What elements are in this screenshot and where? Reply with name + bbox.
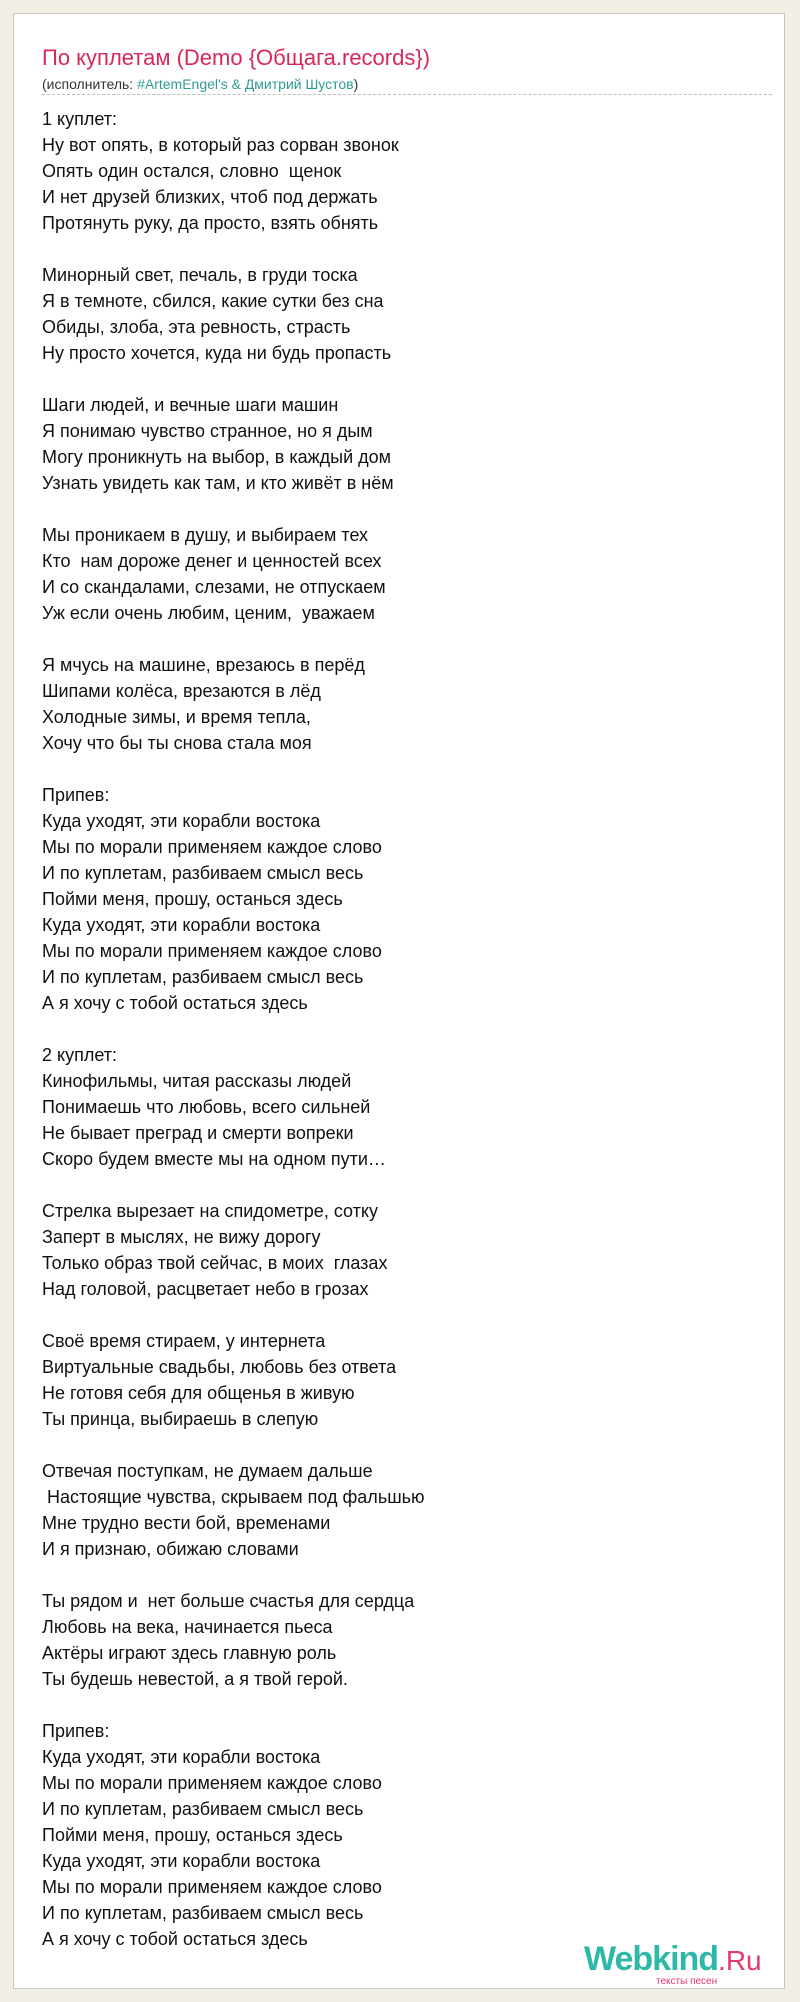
lyric-line: Опять один остался, словно щенок bbox=[42, 161, 342, 181]
lyric-line: Мы по морали применяем каждое слово bbox=[42, 837, 382, 857]
lyric-line: Настоящие чувства, скрываем под фальшью bbox=[42, 1487, 425, 1507]
lyric-line: Стрелка вырезает на спидометре, сотку bbox=[42, 1201, 378, 1221]
lyric-line: Шаги людей, и вечные шаги машин bbox=[42, 395, 339, 415]
lyric-line: Кто нам дороже денег и ценностей всех bbox=[42, 551, 382, 571]
lyric-line: Кинофильмы, читая рассказы людей bbox=[42, 1071, 352, 1091]
lyric-stanza-gap bbox=[42, 496, 772, 522]
lyric-stanza-gap bbox=[42, 1172, 772, 1198]
lyric-stanza-gap bbox=[42, 366, 772, 392]
header-divider bbox=[42, 94, 772, 95]
lyric-stanza-gap bbox=[42, 626, 772, 652]
lyric-line: И я признаю, обижаю словами bbox=[42, 1539, 299, 1559]
lyric-line: Отвечая поступкам, не думаем дальше bbox=[42, 1461, 373, 1481]
lyric-line: Не бывает преград и смерти вопреки bbox=[42, 1123, 354, 1143]
lyric-line: Мы проникаем в душу, и выбираем тех bbox=[42, 525, 369, 545]
lyric-line: Протянуть руку, да просто, взять обнять bbox=[42, 213, 379, 233]
lyric-line: Куда уходят, эти корабли востока bbox=[42, 1851, 321, 1871]
lyric-line: Хочу что бы ты снова стала моя bbox=[42, 733, 312, 753]
logo-wordmark bbox=[584, 1939, 762, 1981]
lyric-line: Могу проникнуть на выбор, в каждый дом bbox=[42, 447, 392, 467]
lyric-line: И нет друзей близких, чтоб под держать bbox=[42, 187, 378, 207]
logo-tagline: тексты песен bbox=[656, 1976, 718, 1987]
lyric-line: Ты рядом и нет больше счастья для сердца bbox=[42, 1591, 415, 1611]
page-title: По куплетам (Demo {Общага.records}) bbox=[42, 45, 431, 70]
artist-link[interactable]: #ArtemEngel's & Дмитрий Шустов bbox=[137, 76, 354, 92]
lyric-line: Куда уходят, эти корабли востока bbox=[42, 915, 321, 935]
lyric-line: Минорный свет, печаль, в груди тоска bbox=[42, 265, 358, 285]
lyric-line: И со скандалами, слезами, не отпускаем bbox=[42, 577, 386, 597]
lyric-line: Я мчусь на машине, врезаюсь в перёд bbox=[42, 655, 365, 675]
lyric-line: Скоро будем вместе мы на одном пути… bbox=[42, 1149, 386, 1169]
lyric-line: Актёры играют здесь главную роль bbox=[42, 1643, 337, 1663]
lyric-stanza-gap bbox=[42, 1016, 772, 1042]
lyric-line: Любовь на века, начинается пьеса bbox=[42, 1617, 333, 1637]
lyric-line: Мы по морали применяем каждое слово bbox=[42, 1773, 382, 1793]
lyric-line: Пойми меня, прошу, останься здесь bbox=[42, 889, 343, 909]
lyric-line: Куда уходят, эти корабли востока bbox=[42, 1747, 321, 1767]
lyric-line: Обиды, злоба, эта ревность, страсть bbox=[42, 317, 351, 337]
lyric-line: Только образ твой сейчас, в моих глазах bbox=[42, 1253, 388, 1273]
lyric-line: Не готовя себя для общенья в живую bbox=[42, 1383, 355, 1403]
lyric-line: 1 куплет: bbox=[42, 109, 117, 129]
lyric-line: Ты будешь невестой, а я твой герой. bbox=[42, 1669, 348, 1689]
lyric-line: Над головой, расцветает небо в грозах bbox=[42, 1279, 369, 1299]
performer-prefix: (исполнитель: bbox=[42, 76, 138, 92]
lyric-line: Я понимаю чувство странное, но я дым bbox=[42, 421, 373, 441]
lyric-line: Ну вот опять, в который раз сорван звонок bbox=[42, 135, 399, 155]
webkind-logo[interactable] bbox=[584, 1939, 784, 1989]
lyric-line: И по куплетам, разбиваем смысл весь bbox=[42, 967, 364, 987]
lyric-line: И по куплетам, разбиваем смысл весь bbox=[42, 1903, 364, 1923]
lyric-line: И по куплетам, разбиваем смысл весь bbox=[42, 863, 364, 883]
performer-suffix: ) bbox=[353, 76, 359, 92]
lyric-line: Мне трудно вести бой, временами bbox=[42, 1513, 331, 1533]
lyric-line: Шипами колёса, врезаются в лёд bbox=[42, 681, 321, 701]
lyric-stanza-gap bbox=[42, 756, 772, 782]
lyrics-page bbox=[13, 13, 785, 1989]
lyric-line: Своё время стираем, у интернета bbox=[42, 1331, 326, 1351]
lyric-line: Мы по морали применяем каждое слово bbox=[42, 1877, 382, 1897]
lyric-stanza-gap bbox=[42, 1692, 772, 1718]
lyric-stanza-gap bbox=[42, 1432, 772, 1458]
lyric-line: Понимаешь что любовь, всего сильней bbox=[42, 1097, 371, 1117]
performer-byline bbox=[42, 73, 358, 95]
lyric-line: Узнать увидеть как там, и кто живёт в нём bbox=[42, 473, 394, 493]
lyric-stanza-gap bbox=[42, 236, 772, 262]
lyric-line: А я хочу с тобой остаться здесь bbox=[42, 1929, 308, 1949]
lyric-line: Припев: bbox=[42, 1721, 110, 1741]
lyric-stanza-gap bbox=[42, 1562, 772, 1588]
lyric-line: Пойми меня, прошу, останься здесь bbox=[42, 1825, 343, 1845]
lyric-line: Уж если очень любим, ценим, уважаем bbox=[42, 603, 375, 623]
lyric-line: Холодные зимы, и время тепла, bbox=[42, 707, 311, 727]
logo-main-text: Webkind bbox=[584, 1940, 719, 1978]
logo-suffix: .Ru bbox=[718, 1945, 762, 1976]
lyric-line: Ты принца, выбираешь в слепую bbox=[42, 1409, 319, 1429]
lyric-stanza-gap bbox=[42, 1302, 772, 1328]
lyric-line: Я в темноте, сбился, какие сутки без сна bbox=[42, 291, 384, 311]
lyric-line: 2 куплет: bbox=[42, 1045, 117, 1065]
lyric-line: Ну просто хочется, куда ни будь пропасть bbox=[42, 343, 392, 363]
lyrics-text bbox=[42, 106, 772, 1952]
lyric-line: Припев: bbox=[42, 785, 110, 805]
lyric-line: И по куплетам, разбиваем смысл весь bbox=[42, 1799, 364, 1819]
lyric-line: Заперт в мыслях, не вижу дорогу bbox=[42, 1227, 321, 1247]
lyric-line: Мы по морали применяем каждое слово bbox=[42, 941, 382, 961]
lyric-line: Куда уходят, эти корабли востока bbox=[42, 811, 321, 831]
lyric-line: Виртуальные свадьбы, любовь без ответа bbox=[42, 1357, 397, 1377]
lyric-line: А я хочу с тобой остаться здесь bbox=[42, 993, 308, 1013]
